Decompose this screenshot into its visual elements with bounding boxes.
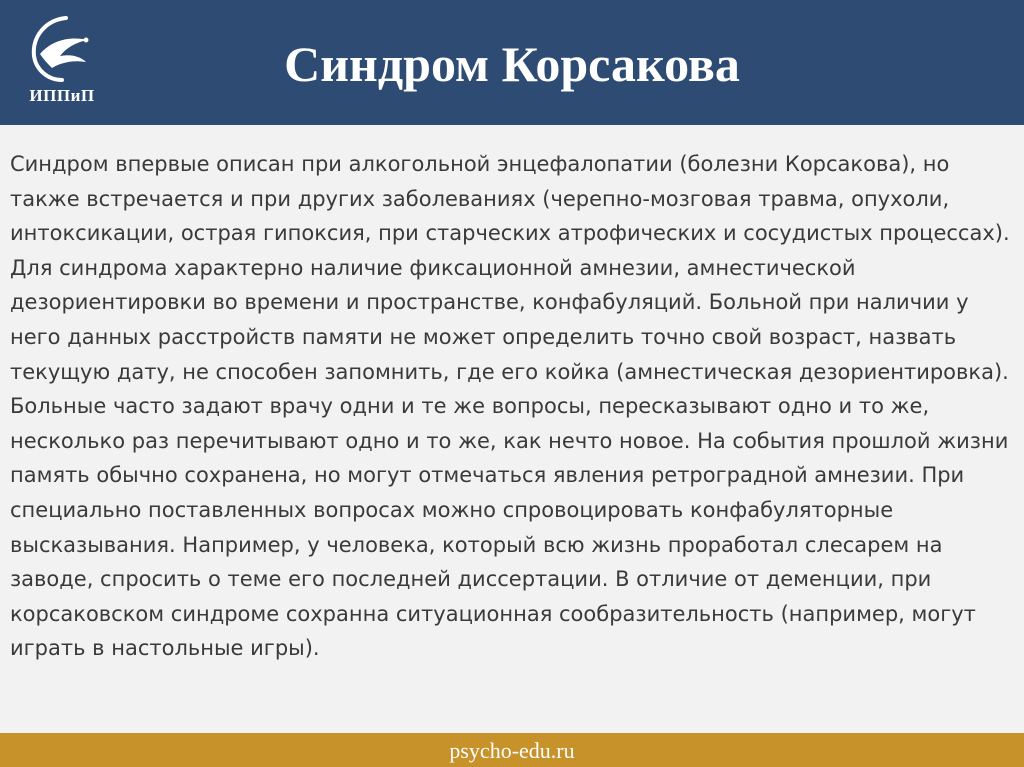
page-title: Синдром Корсакова	[284, 36, 740, 92]
paragraph: Для синдрома характерно наличие фиксационной амнезии, амнестической дезориентировки во времени и пространстве, конфабуляций. Больной при наличии у него данных расстройств памяти не может определить точно свой возраст, назвать текущую дату, не способен запомнить, где его койка (амнестическая дезориентировка). Больные часто задают врачу одни и те же вопросы, пересказывают одно и то же, несколько раз перечитывают одно и то же, как нечто новое. На события прошлой жизни память обычно сохранена, но могут отмечаться явления ретроградной амнезии. При специально поставленных вопросах можно спровоцировать конфабуляторные высказывания. Например, у человека, который всю жизнь проработал слесарем на заводе, спросить о теме его последней диссертации. В отличие от деменции, при корсаковском синдроме сохранна ситуационная сообразительность (например, могут играть в настольные игры).	[10, 255, 1009, 661]
logo-text: ИППиП	[29, 86, 95, 105]
body-text	[10, 147, 1014, 666]
footer-site-label: psycho-edu.ru	[449, 738, 575, 763]
slide-footer	[0, 733, 1024, 767]
slide-header	[0, 0, 1024, 125]
paragraph: Синдром впервые описан при алкогольной энцефалопатии (болезни Корсакова), но также встречается и при других заболеваниях (черепно-мозговая травма, опухоли, интоксикации, острая гипоксия, при старческих атрофических и сосудистых процессах).	[10, 152, 1010, 246]
slide-content	[0, 125, 1024, 733]
